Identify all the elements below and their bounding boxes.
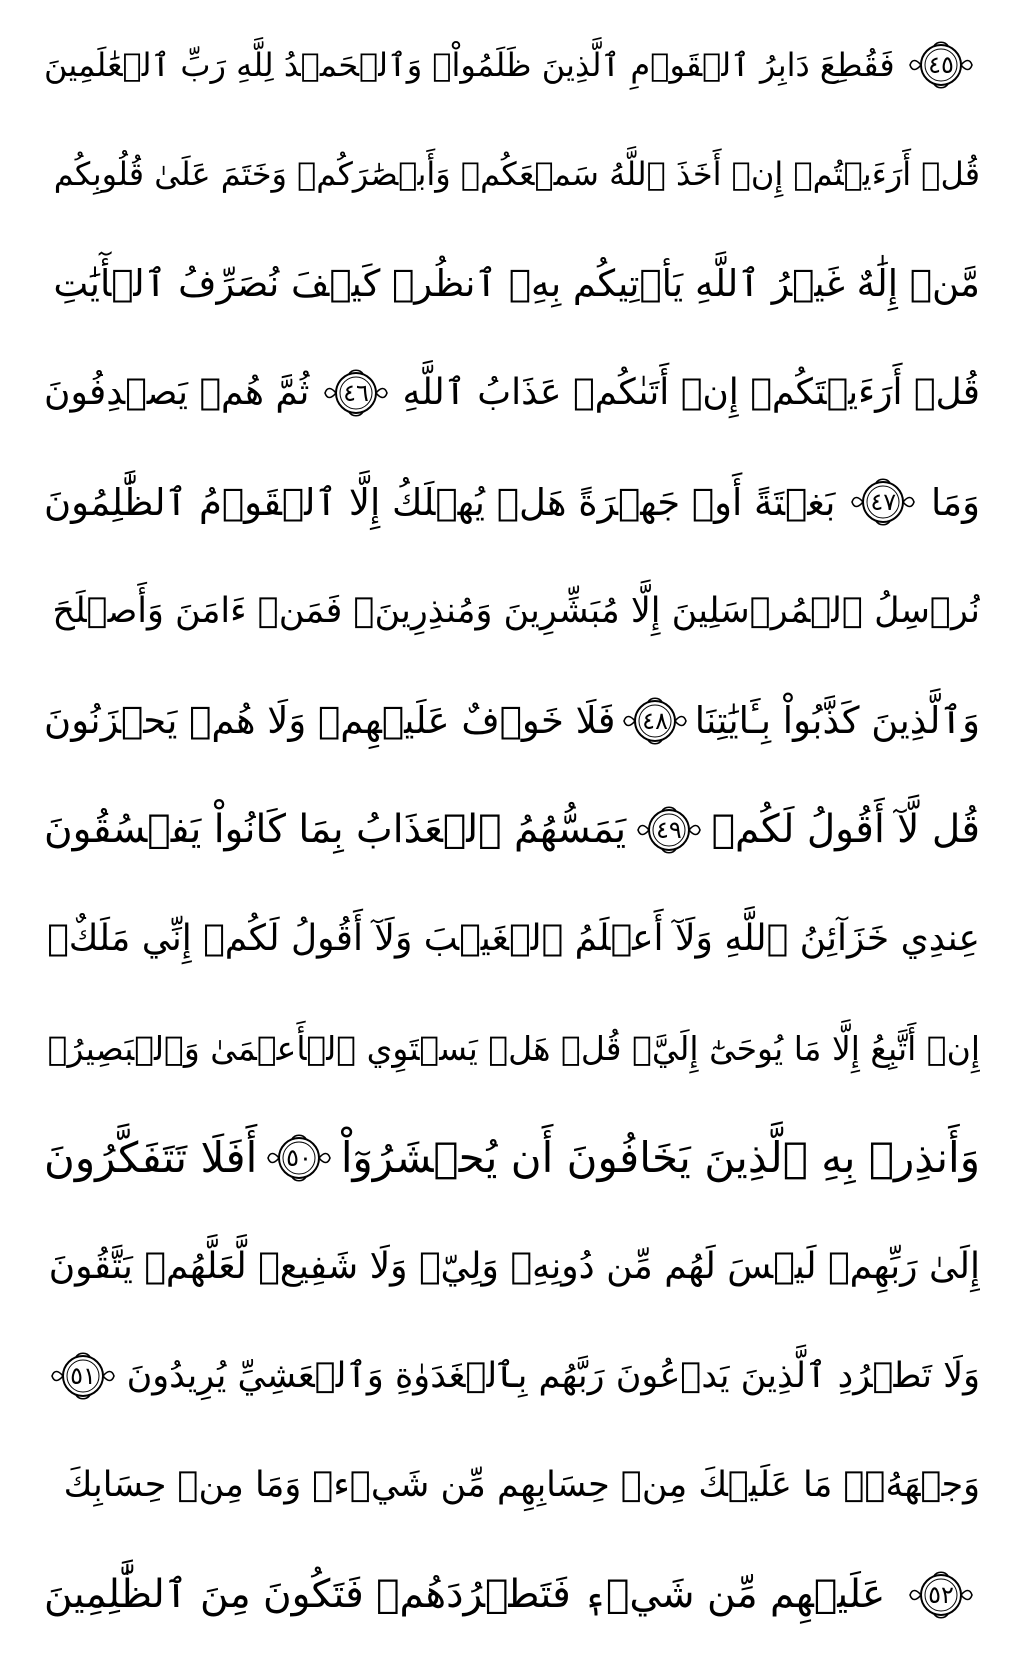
text-line xyxy=(44,1331,980,1421)
verse-text: قُلۡ أَرَءَيۡتَكُمۡ إِنۡ أَتَىٰكُمۡ عَذَابُ ٱللَّهِ xyxy=(402,371,980,413)
verse-text: قُل لَّآ أَقُولُ لَكُمۡ xyxy=(711,807,980,853)
text-line xyxy=(44,785,980,875)
text-line xyxy=(44,676,980,766)
verse-number: ٥٢ xyxy=(928,1580,954,1609)
text-line xyxy=(44,1113,980,1203)
verse-text: نُرۡسِلُ ٱلۡمُرۡسَلِينَ إِلَّا مُبَشِّرِينَ وَمُنذِرِينَۖ فَمَنۡ ءَامَنَ وَأَصۡلَحَ xyxy=(52,590,980,631)
verse-text: وَمَا xyxy=(931,480,980,524)
text-line xyxy=(44,1222,980,1312)
text-line xyxy=(44,20,980,110)
verse-end-marker xyxy=(266,1130,332,1186)
verse-text: وَلَا تَطۡرُدِ ٱلَّذِينَ يَدۡعُونَ رَبَّهُم بِٱلۡغَدَوٰةِ وَٱلۡعَشِيِّ يُرِيدُونَ xyxy=(126,1355,980,1396)
verse-text: قُلۡ أَرَءَيۡتُمۡ إِنۡ أَخَذَ ٱللَّهُ سَمۡعَكُمۡ وَأَبۡصَٰرَكُمۡ وَخَتَمَ عَلَىٰ قُلُوبِكُم xyxy=(53,155,980,194)
verse-end-marker xyxy=(323,365,389,421)
verse-number: ٤٩ xyxy=(655,815,682,844)
text-line xyxy=(44,239,980,329)
verse-text: فَقُطِعَ دَابِرُ ٱلۡقَوۡمِ ٱلَّذِينَ ظَلَمُواْۚ وَٱلۡحَمۡدُ لِلَّهِ رَبِّ ٱلۡعَٰلَمِينَ xyxy=(44,46,895,84)
verse-end-marker xyxy=(850,474,916,530)
verse-end-marker xyxy=(908,37,974,93)
verse-end-marker xyxy=(636,802,702,858)
verse-text: ثُمَّ هُمۡ يَصۡدِفُونَ xyxy=(44,371,310,413)
verse-text: وَجۡهَهُۥۖ مَا عَلَيۡكَ مِنۡ حِسَابِهِم مِّن شَيۡءٖ وَمَا مِنۡ حِسَابِكَ xyxy=(63,1465,980,1506)
verse-number: ٥٠ xyxy=(286,1143,312,1172)
verse-text: عِندِي خَزَآئِنُ ٱللَّهِ وَلَآ أَعۡلَمُ ٱلۡغَيۡبَ وَلَآ أَقُولُ لَكُمۡ إِنِّي مَلَكٌۖ xyxy=(47,918,980,960)
verse-text: بَغۡتَةً أَوۡ جَهۡرَةً هَلۡ يُهۡلَكُ إِلَّا ٱلۡقَوۡمُ ٱلظَّٰلِمُونَ xyxy=(44,480,836,524)
text-line xyxy=(44,348,980,438)
text-lines xyxy=(44,20,980,1640)
verse-text: أَفَلَا تَتَفَكَّرُونَ xyxy=(44,1132,258,1182)
verse-text: فَلَا خَوۡفٌ عَلَيۡهِمۡ وَلَا هُمۡ يَحۡزَنُونَ xyxy=(44,699,616,743)
text-line xyxy=(44,1550,980,1640)
verse-text: وَأَنذِرۡ بِهِ ٱلَّذِينَ يَخَافُونَ أَن يُحۡشَرُوٓاْ xyxy=(340,1132,980,1182)
verse-number: ٤٥ xyxy=(928,51,954,79)
verse-number: ٤٨ xyxy=(642,706,668,735)
verse-number: ٥١ xyxy=(70,1362,96,1391)
verse-text: إِنۡ أَتَّبِعُ إِلَّا مَا يُوحَىٰٓ إِلَيَّۚ قُلۡ هَلۡ يَسۡتَوِي ٱلۡأَعۡمَىٰ وَٱلۡبَصِيرُۚ xyxy=(47,1029,980,1069)
verse-text: وَٱلَّذِينَ كَذَّبُواْ بِـَٔايَٰتِنَا xyxy=(694,699,980,743)
verse-end-marker xyxy=(908,1567,974,1623)
verse-text: يَمَسُّهُمُ ٱلۡعَذَابُ بِمَا كَانُواْ يَفۡسُقُونَ xyxy=(44,807,627,853)
verse-text: إِلَىٰ رَبِّهِمۡ لَيۡسَ لَهُم مِّن دُونِهِۦ وَلِيّٞ وَلَا شَفِيعٞ لَّعَلَّهُمۡ يَتَّقُونَ xyxy=(48,1246,980,1288)
text-line xyxy=(44,566,980,656)
verse-text: عَلَيۡهِم مِّن شَيۡءٖ فَتَطۡرُدَهُمۡ فَتَكُونَ مِنَ ٱلظَّٰلِمِينَ xyxy=(44,1572,886,1618)
verse-number: ٤٧ xyxy=(870,488,897,517)
verse-number: ٤٦ xyxy=(343,378,369,407)
text-line xyxy=(44,1441,980,1531)
verse-text: مَّنۡ إِلَٰهٌ غَيۡرُ ٱللَّهِ يَأۡتِيكُم بِهِۗ ٱنظُرۡ كَيۡفَ نُصَرِّفُ ٱلۡأٓيَٰتِ xyxy=(53,262,980,306)
verse-end-marker xyxy=(50,1348,116,1404)
text-line xyxy=(44,894,980,984)
text-line xyxy=(44,1004,980,1094)
text-line xyxy=(44,457,980,547)
text-line xyxy=(44,129,980,219)
verse-end-marker xyxy=(622,693,688,749)
